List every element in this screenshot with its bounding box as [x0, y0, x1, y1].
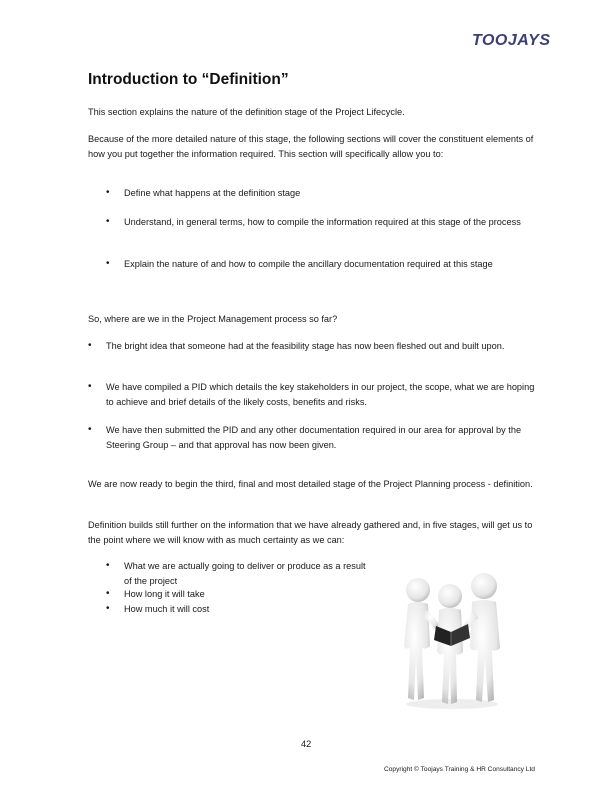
list-item [106, 587, 374, 602]
page-title: Introduction to “Definition” [88, 71, 289, 88]
page-number: 42 [301, 739, 312, 749]
bullet-icon: • [88, 424, 92, 435]
list-item [106, 257, 534, 272]
list-item-text: The bright idea that someone had at the feasibility stage has now been fleshed out and built upon. [106, 341, 505, 351]
list-item-text: We have then submitted the PID and any other documentation required in our area for approval by the Steering Group – and that approval has now been given. [106, 425, 522, 450]
list-item [88, 339, 536, 354]
company-logo: TOOJAYS [472, 32, 551, 49]
list-item-text: What we are actually going to deliver or produce as a result of the project [124, 561, 366, 586]
list-item-text: Explain the nature of and how to compile the ancillary documentation required at this stage [124, 259, 493, 269]
list-item [88, 423, 536, 452]
list-item-text: How much it will cost [124, 604, 210, 614]
copyright-notice: Copyright © Toojays Training & HR Consultancy Ltd [384, 766, 535, 773]
bullet-icon: • [106, 560, 110, 571]
bullet-icon: • [106, 603, 110, 614]
definition-paragraph: We are now ready to begin the third, final and most detailed stage of the Project Planning process - definition. [88, 479, 533, 489]
bullet-icon: • [106, 187, 110, 198]
question-paragraph: So, where are we in the Project Management process so far? [88, 314, 338, 324]
list-item-text: We have compiled a PID which details the key stakeholders in our project, the scope, what we are hoping to achieve and brief details of the likely costs, benefits and risks. [106, 382, 535, 407]
three-figures-reading-image [396, 566, 508, 710]
list-item-text: How long it will take [124, 589, 205, 599]
bullet-icon: • [106, 216, 110, 227]
stages-paragraph: Definition builds still further on the information that we have already gathered and, in five stages, will get us to the point where we will know with as much certainty as we can: [88, 520, 533, 545]
list-item [106, 215, 534, 230]
list-item [106, 186, 534, 201]
intro-paragraph: This section explains the nature of the definition stage of the Project Lifecycle. [88, 107, 405, 117]
bullet-icon: • [88, 340, 92, 351]
list-item-text: Define what happens at the definition stage [124, 188, 301, 198]
scope-paragraph: Because of the more detailed nature of this stage, the following sections will cover the constituent elements of how you put together the information required. This section will specifically allow you to: [88, 134, 534, 159]
list-item [106, 559, 374, 588]
list-item-text: Understand, in general terms, how to compile the information required at this stage of the process [124, 217, 521, 227]
list-item [88, 380, 536, 409]
list-item [106, 602, 374, 617]
bullet-icon: • [88, 381, 92, 392]
bullet-icon: • [106, 258, 110, 269]
bullet-icon: • [106, 588, 110, 599]
